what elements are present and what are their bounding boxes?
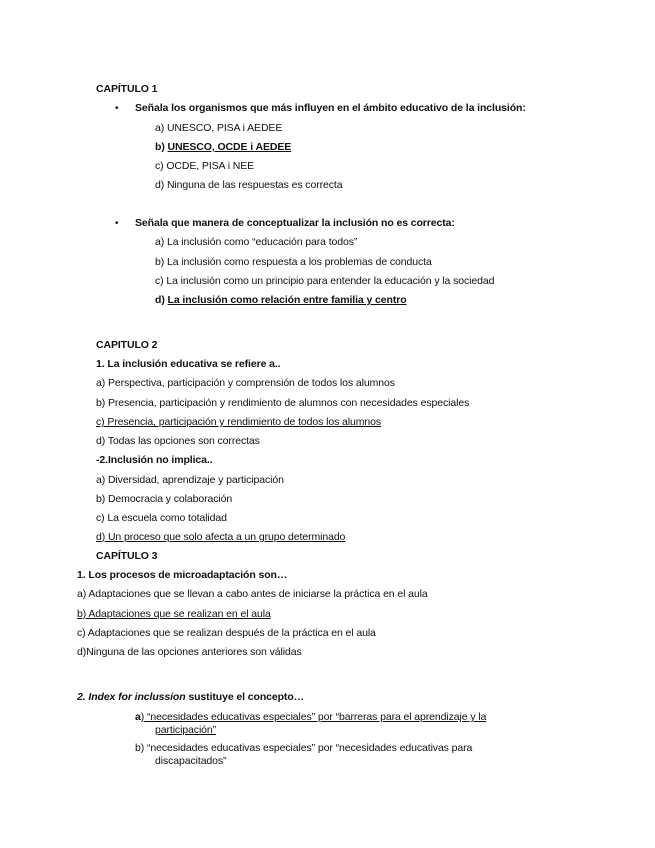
- cap2-q2-option-c: c) La escuela como totalidad: [96, 512, 227, 524]
- cap1-q2-question: Señala que manera de conceptualizar la inclusión no es correcta:: [135, 217, 455, 229]
- cap1-q1-option-a: a) UNESCO, PISA i AEDEE: [155, 122, 283, 134]
- correct-answer-line1: ) “necesidades educativas especiales” por “barreras para el aprendizaje y la: [140, 711, 487, 723]
- cap1-q1-option-b: [155, 141, 291, 154]
- cap3-q2-option-a: [135, 711, 486, 724]
- cap3-q2-question: [77, 691, 304, 704]
- cap1-q2-option-d: [155, 294, 407, 307]
- cap3-q1-option-b: b) Adaptaciones que se realizan en el aula: [77, 608, 271, 620]
- cap2-q2-option-a: a) Diversidad, aprendizaje y participación: [96, 474, 284, 486]
- option-d-prefix: d): [155, 294, 168, 306]
- index-title: 2. Index for inclussion: [77, 691, 186, 703]
- cap2-q2-option-b: b) Democracia y colaboración: [96, 493, 233, 505]
- chapter-2-heading: CAPITULO 2: [96, 339, 158, 351]
- option-b-prefix: b): [155, 141, 168, 153]
- chapter-1-heading: CAPÍTULO 1: [96, 83, 158, 95]
- chapter-3-heading: CAPÍTULO 3: [96, 550, 158, 562]
- cap1-q1-question: Señala los organismos que más influyen en el ámbito educativo de la inclusión:: [135, 102, 526, 114]
- bullet-icon: •: [115, 218, 119, 229]
- cap3-q1-option-c: c) Adaptaciones que se realizan después de la práctica en el aula: [77, 627, 376, 639]
- cap3-q2-option-b-line2: discapacitados”: [155, 755, 227, 767]
- cap1-q1-option-d: d) Ninguna de las respuestas es correcta: [155, 179, 343, 191]
- cap3-q2-option-b: b) “necesidades educativas especiales” por “necesidades educativas para: [135, 742, 473, 754]
- question-rest: sustituye el concepto…: [185, 691, 305, 703]
- cap1-q2-option-a: a) La inclusión como “educación para todos”: [155, 236, 358, 248]
- cap1-q2-option-b: b) La inclusión como respuesta a los problemas de conducta: [155, 256, 432, 268]
- cap2-q1-option-c: c) Presencia, participación y rendimiento de todos los alumnos: [96, 416, 382, 428]
- cap2-q1-question: 1. La inclusión educativa se refiere a..: [96, 358, 281, 370]
- cap3-q1-question: 1. Los procesos de microadaptación son…: [77, 569, 288, 581]
- bullet-icon: •: [115, 103, 119, 114]
- cap2-q1-option-b: b) Presencia, participación y rendimiento de alumnos con necesidades especiales: [96, 397, 470, 409]
- cap2-q2-question: -2.Inclusión no implica..: [96, 454, 213, 466]
- correct-answer: UNESCO, OCDE i AEDEE: [167, 141, 292, 153]
- cap2-q1-option-a: a) Perspectiva, participación y comprensión de todos los alumnos: [96, 377, 395, 389]
- correct-answer-line2: participación”: [155, 724, 217, 736]
- cap2-q2-option-d: d) Un proceso que solo afecta a un grupo determinado: [96, 531, 346, 543]
- correct-answer: La inclusión como relación entre familia y centro: [167, 294, 407, 306]
- cap2-q1-option-d: d) Todas las opciones son correctas: [96, 435, 260, 447]
- cap3-q1-option-a: a) Adaptaciones que se llevan a cabo antes de iniciarse la práctica en el aula: [77, 588, 428, 600]
- option-a-prefix: a: [135, 711, 141, 723]
- cap1-q1-option-c: c) OCDE, PISA i NEE: [155, 160, 255, 172]
- cap1-q2-option-c: c) La inclusión como un principio para entender la educación y la sociedad: [155, 275, 495, 287]
- cap3-q1-option-d: d)Ninguna de las opciones anteriores son válidas: [77, 646, 302, 658]
